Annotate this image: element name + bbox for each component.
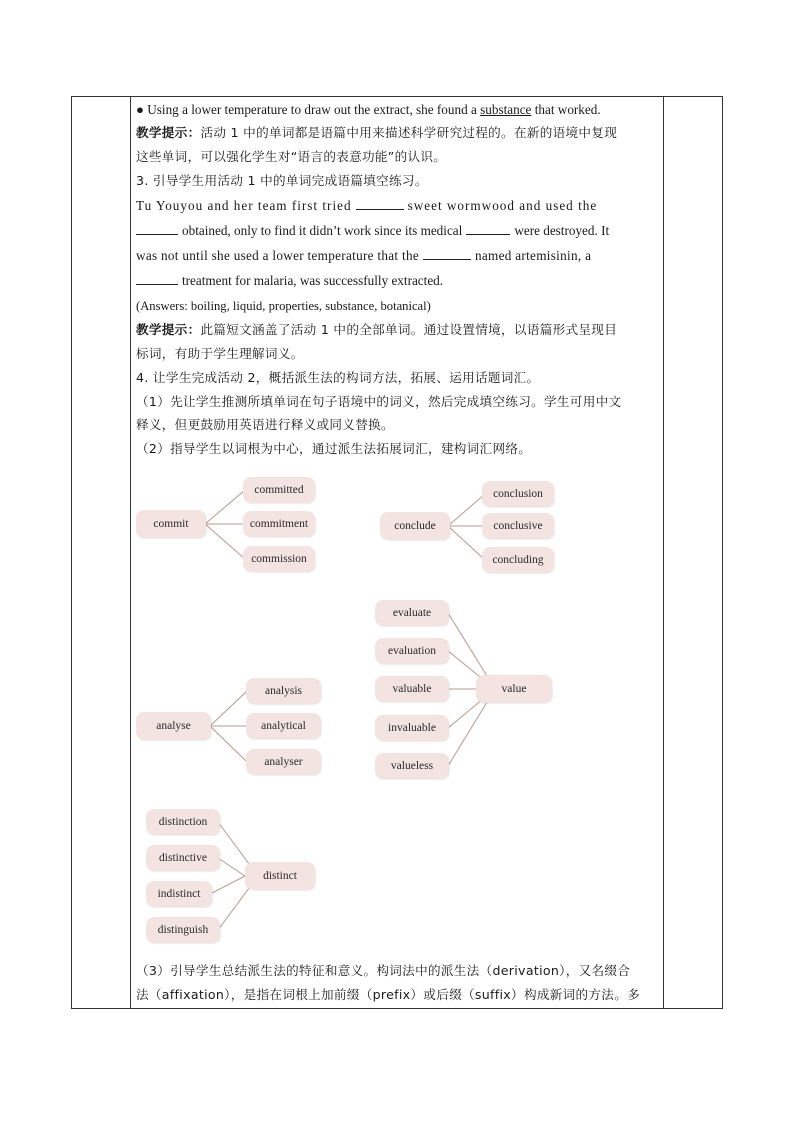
- tip2-line2: 标词，有助于学生理解词义。: [136, 346, 304, 361]
- passage-text: Tu Youyou and her team first tried: [136, 198, 352, 213]
- tip1-line2: 这些单词，可以强化学生对“语言的表意功能”的认识。: [136, 149, 447, 164]
- passage-text: named artemisinin, a: [475, 248, 592, 263]
- tip2-label: 教学提示：: [136, 322, 201, 337]
- blank-line: [136, 222, 178, 235]
- word-box-indistinct: indistinct: [146, 881, 212, 907]
- step4-1b: 释义，但更鼓励用英语进行释义或同义替换。: [136, 417, 394, 432]
- step4-2: （2）指导学生以词根为中心，通过派生法拓展词汇，建构词汇网络。: [136, 441, 532, 456]
- step4: 4. 让学生完成活动 2，概括派生法的构词方法，拓展、运用话题词汇。: [136, 370, 540, 385]
- word-box-distinction: distinction: [146, 809, 220, 835]
- word-box-valueless: valueless: [375, 753, 449, 779]
- blank-line: [423, 247, 471, 260]
- word-box-committed: committed: [243, 477, 315, 503]
- word-box-commission: commission: [243, 546, 315, 572]
- word-box-value: value: [476, 675, 552, 703]
- tip1-text: 活动 1 中的单词都是语篇中用来描述科学研究过程的。在新的语境中复现: [200, 125, 618, 140]
- word-box-conclude: conclude: [380, 512, 450, 540]
- bullet-tail: that worked.: [531, 102, 601, 117]
- step4-1a: （1）先让学生推测所填单词在句子语境中的词义，然后完成填空练习。学生可用中文: [136, 394, 622, 409]
- step4-3b: 法（affixation），是指在词根上加前缀（prefix）或后缀（suffix）构成新词的方法。多: [136, 987, 640, 1002]
- word-box-commit: commit: [136, 510, 206, 538]
- passage-text: obtained, only to find it didn’t work since its medical: [182, 223, 463, 238]
- answers: (Answers: boiling, liquid, properties, substance, botanical): [136, 299, 431, 313]
- passage-text: sweet wormwood and used the: [407, 198, 598, 213]
- word-box-distinguish: distinguish: [146, 917, 220, 943]
- passage-text: treatment for malaria, was successfully extracted.: [182, 273, 444, 288]
- word-box-analyse: analyse: [136, 712, 211, 740]
- blank-line: [136, 272, 178, 285]
- word-box-commitment: commitment: [243, 511, 315, 537]
- tip2-text: 此篇短文涵盖了活动 1 中的全部单词。通过设置情境，以语篇形式呈现目: [200, 322, 618, 337]
- passage-text: was not until she used a lower temperature that the: [136, 248, 419, 263]
- blank-line: [356, 197, 404, 210]
- underlined-word: substance: [480, 102, 532, 117]
- word-box-conclusive: conclusive: [482, 513, 554, 539]
- step3: 3. 引导学生用活动 1 中的单词完成语篇填空练习。: [136, 173, 428, 188]
- bullet-text: ● Using a lower temperature to draw out the extract, she found a: [136, 102, 481, 117]
- passage-line1: [136, 197, 597, 215]
- word-box-analysis: analysis: [246, 678, 321, 704]
- word-box-distinct: distinct: [245, 862, 315, 890]
- word-box-invaluable: invaluable: [375, 715, 449, 741]
- passage-line2: [136, 222, 609, 240]
- blank-line: [466, 222, 510, 235]
- tip2-line1: [136, 321, 617, 339]
- right-column: [663, 97, 722, 1008]
- bullet-line: [136, 101, 601, 119]
- word-box-valuable: valuable: [375, 676, 449, 702]
- word-box-conclusion: conclusion: [482, 481, 554, 507]
- word-box-analyser: analyser: [246, 749, 321, 775]
- word-box-concluding: concluding: [482, 547, 554, 573]
- passage-line4: [136, 272, 443, 290]
- word-box-distinctive: distinctive: [146, 845, 220, 871]
- word-box-analytical: analytical: [246, 713, 321, 739]
- tip1-line1: [136, 124, 617, 142]
- passage-line3: [136, 247, 591, 265]
- step4-3a: （3）引导学生总结派生法的特征和意义。构词法中的派生法（derivation），又名缀合: [136, 963, 631, 978]
- word-box-evaluate: evaluate: [375, 600, 449, 626]
- tip1-label: 教学提示：: [136, 125, 201, 140]
- passage-text: were destroyed. It: [514, 223, 610, 238]
- left-column: [72, 97, 131, 1008]
- word-box-evaluation: evaluation: [375, 638, 449, 664]
